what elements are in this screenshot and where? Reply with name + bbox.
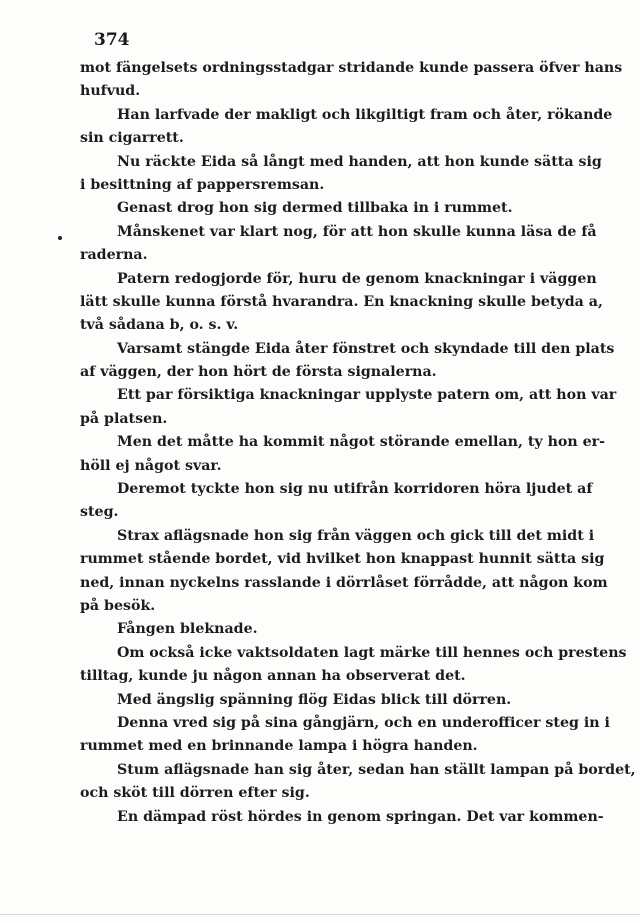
text-line: hufvud. <box>80 83 141 100</box>
text-line: Han larfvade der makligt och likgiltigt fram och åter, rökande <box>117 106 613 123</box>
page-number: 374 <box>94 30 130 50</box>
text-line: sin cigarrett. <box>80 130 184 147</box>
text-line: Om också icke vaktsoldaten lagt märke till hennes och prestens <box>117 644 627 661</box>
text-line: Fången bleknade. <box>117 621 258 638</box>
text-line: En dämpad röst hördes in genom springan. Det var kommen- <box>117 808 604 825</box>
text-line: två sådana b, o. s. v. <box>80 317 239 334</box>
text-line: Genast drog hon sig dermed tillbaka in i rummet. <box>117 200 513 217</box>
text-line: höll ej något svar. <box>80 457 222 474</box>
text-line: och sköt till dörren efter sig. <box>80 785 310 802</box>
text-line: af väggen, der hon hört de första signalerna. <box>80 364 437 381</box>
text-line: lätt skulle kunna förstå hvarandra. En knackning skulle betyda a, <box>80 293 603 310</box>
text-line: ned, innan nyckelns rasslande i dörrlåset förrådde, att någon kom <box>80 574 608 591</box>
text-line: på platsen. <box>80 410 168 427</box>
text-line: Men det måtte ha kommit något störande emellan, ty hon er- <box>117 434 605 451</box>
page-edge-rule <box>0 914 640 915</box>
text-line: i besittning af pappersremsan. <box>80 176 325 193</box>
text-line: Nu räckte Eida så långt med handen, att hon kunde sätta sig <box>117 153 602 170</box>
text-line: rummet med en brinnande lampa i högra handen. <box>80 738 478 755</box>
text-line: Denna vred sig på sina gångjärn, och en underofficer steg in i <box>117 714 610 731</box>
text-line: mot fängelsets ordningsstadgar stridande kunde passera öfver hans <box>80 60 623 76</box>
text-line: Ett par försiktiga knackningar upplyste patern om, att hon var <box>117 387 617 404</box>
margin-speck <box>58 236 62 240</box>
text-line: raderna. <box>80 247 148 264</box>
text-line: rummet stående bordet, vid hvilket hon knappast hunnit sätta sig <box>80 551 605 568</box>
text-line: steg. <box>80 504 119 521</box>
text-line: på besök. <box>80 597 156 614</box>
text-line: Strax aflägsnade hon sig från väggen och gick till det midt i <box>117 527 595 544</box>
text-line: Månskenet var klart nog, för att hon skulle kunna läsa de få <box>117 223 597 240</box>
body-text <box>80 57 636 829</box>
text-line: Varsamt stängde Eida åter fönstret och skyndade till den plats <box>117 340 615 357</box>
text-line: Stum aflägsnade han sig åter, sedan han ställt lampan på bordet, <box>117 761 636 778</box>
text-line: Deremot tyckte hon sig nu utifrån korridoren höra ljudet af <box>117 481 593 498</box>
text-line: Patern redogjorde för, huru de genom knackningar i väggen <box>117 270 597 287</box>
text-line: tilltag, kunde ju någon annan ha observerat det. <box>80 668 466 685</box>
text-line: Med ängslig spänning flög Eidas blick till dörren. <box>117 691 512 708</box>
